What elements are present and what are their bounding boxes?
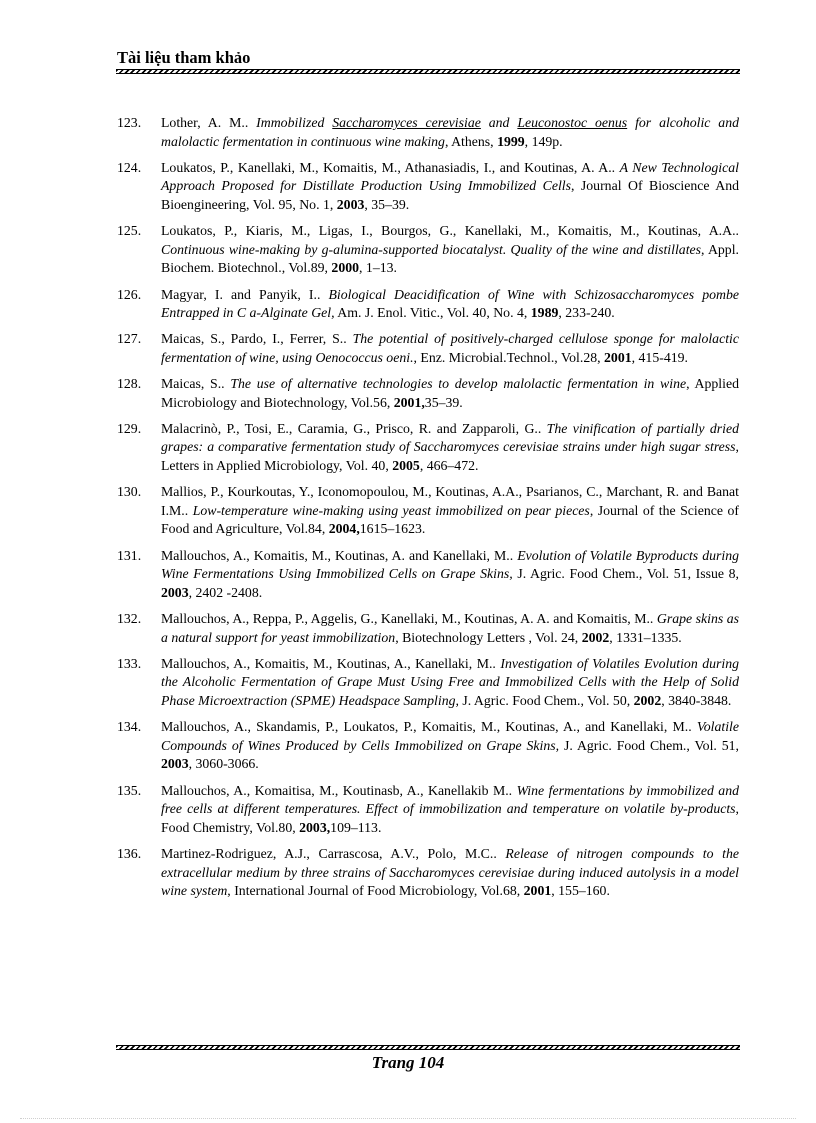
reference-item <box>117 330 739 367</box>
reference-authors: Mallouchos, A., Komaitisa, M., Koutinasb, A., Kanellakib M.. <box>161 782 517 798</box>
reference-pages: , 3060-3066. <box>188 756 259 772</box>
reference-title <box>193 503 590 518</box>
reference-year: 2002 <box>581 629 610 645</box>
reference-year: 2001, <box>393 394 425 410</box>
reference-year: 2003 <box>161 584 189 600</box>
reference-number: 132. <box>117 611 142 626</box>
reference-number: 127. <box>117 331 142 347</box>
reference-authors: Maicas, S.. <box>161 376 231 392</box>
title-segment: Investigation of Volatiles Evolution during the Alcoholic Fermentation of Grape Must Using Free and Immobilized Cells with the Help of Solid Phase Microextraction (SPME) Headspace Sampling, <box>161 655 740 708</box>
reference-source: J. Agric. Food Chem., Vol. 51, Issue 8, <box>512 566 739 582</box>
reference-pages: 1615–1623. <box>359 521 426 537</box>
title-segment: Wine fermentations by immobilized and free cells at different temperatures. Effect of immobilization and temperature on volatile by-products <box>161 782 739 817</box>
reference-authors: Mallouchos, A., Komaitis, M., Koutinas, A. and Kanellaki, M.. <box>161 547 518 563</box>
title-segment: Volatile Compounds of Wines Produced by Cells Immobilized on Grape Skins, <box>161 719 739 753</box>
reference-authors: Mallios, P., Kourkoutas, Y., Iconomopoulou, M., Koutinas, A.A., Psarianos, C., Marchant, R. and Banat I.M.. <box>161 484 739 518</box>
page-header-title: Tài liệu tham khảo <box>117 48 251 67</box>
reference-number: 134. <box>117 719 142 735</box>
reference-number: 135. <box>117 782 142 798</box>
reference-year: 2002 <box>633 692 662 708</box>
reference-item <box>117 159 739 215</box>
title-segment: for alcoholic and malolactic fermentation in continuous wine making <box>161 115 739 149</box>
reference-year: 2001 <box>523 883 552 899</box>
reference-year: 2003 <box>336 196 365 212</box>
reference-title <box>230 376 686 391</box>
reference-authors: Mallouchos, A., Skandamis, P., Loukatos, P., Komaitis, M., Koutinas, A., and Kanellaki, M.. <box>161 719 697 735</box>
reference-item <box>117 114 739 151</box>
reference-year: 2003, <box>299 819 331 835</box>
reference-item <box>117 286 739 323</box>
reference-authors: Magyar, I. and Panyik, I.. <box>161 286 329 302</box>
reference-year: 1989 <box>530 305 559 321</box>
reference-source: J. Agric. Food Chem., Vol. 50, <box>458 692 634 708</box>
reference-authors: Martinez-Rodriguez, A.J., Carrascosa, A.V., Polo, M.C.. <box>161 845 506 861</box>
reference-number: 124. <box>117 159 142 175</box>
reference-number: 125. <box>117 223 142 239</box>
reference-pages: 35–39. <box>424 394 463 410</box>
title-segment: Evolution of Volatile Byproducts during Wine Fermentations Using Immobilized Cells on Grape Skins, <box>161 547 739 582</box>
reference-source: , Journal Of Bioscience And Bioengineering, Vol. 95, No. 1, <box>161 178 739 212</box>
title-segment: and <box>480 115 518 130</box>
reference-number: 123. <box>117 115 142 130</box>
title-segment: Biological Deacidification of Wine with Schizosaccharomyces pombe Entrapped in C a-Alginate Gel, <box>161 286 739 321</box>
reference-source: , International Journal of Food Microbiology, Vol.68, <box>227 883 524 899</box>
title-segment: Low-temperature wine-making using yeast immobilized on pear pieces <box>192 502 590 518</box>
reference-pages: , 1331–1335. <box>609 629 682 645</box>
reference-pages: , 149p. <box>524 133 563 149</box>
reference-year: 2000 <box>331 260 360 276</box>
reference-year: 2004, <box>328 521 360 537</box>
title-segment: Grape skins as a natural support for yeast immobilization <box>161 611 739 645</box>
reference-source: , Appl. Biochem. Biotechnol., Vol.89, <box>161 241 739 276</box>
reference-pages: , 35–39. <box>364 196 410 212</box>
reference-source: , Letters in Applied Microbiology, Vol. 40, <box>161 439 739 474</box>
reference-authors: Lother, A. M.. <box>161 115 257 130</box>
reference-year: 2003 <box>161 756 189 772</box>
reference-item <box>117 655 739 711</box>
reference-number: 133. <box>117 655 142 671</box>
reference-year: 2005 <box>392 458 420 474</box>
reference-source: , Food Chemistry, Vol.80, <box>161 801 739 835</box>
reference-item <box>117 375 739 412</box>
title-segment: Immobilized <box>256 115 333 130</box>
page-number: Trang 104 <box>371 1053 445 1072</box>
reference-item <box>117 845 739 901</box>
page-bottom-edge <box>20 1118 796 1119</box>
reference-authors: Malacrinò, P., Tosi, E., Caramia, G., Prisco, R. and Zapparoli, G.. <box>161 420 547 436</box>
reference-item <box>117 782 739 838</box>
reference-item <box>117 420 739 476</box>
reference-number: 136. <box>117 845 142 861</box>
reference-authors: Loukatos, P., Kanellaki, M., Komaitis, M., Athanasiadis, I., and Koutinas, A. A.. <box>161 159 620 175</box>
reference-number: 130. <box>117 484 142 500</box>
reference-source: , Applied Microbiology and Biotechnology, Vol.56, <box>161 376 739 410</box>
reference-number: 129. <box>117 420 142 436</box>
reference-source: , Journal of the Science of Food and Agriculture, Vol.84, <box>161 502 739 537</box>
reference-pages: , 3840-3848. <box>661 692 732 708</box>
reference-item <box>117 718 739 774</box>
reference-pages: , 2402 -2408. <box>188 584 263 600</box>
reference-pages: 109–113. <box>330 819 382 835</box>
reference-source: Am. J. Enol. Vitic., Vol. 40, No. 4, <box>334 305 531 321</box>
reference-title <box>161 242 701 257</box>
species-name: Leuconostoc oenus <box>517 115 628 130</box>
reference-pages: , 1–13. <box>359 260 397 276</box>
header-divider <box>116 69 740 74</box>
reference-authors: Mallouchos, A., Komaitis, M., Koutinas, A., Kanellaki, M.. <box>161 655 501 671</box>
reference-pages: , 155–160. <box>551 883 610 899</box>
reference-source: J. Agric. Food Chem., Vol. 51, <box>559 737 739 753</box>
reference-number: 126. <box>117 286 142 302</box>
title-segment: The potential of positively-charged cellulose sponge for malolactic fermentation of wine, using Oenococcus oeni. <box>161 331 739 365</box>
reference-year: 1999 <box>497 133 525 149</box>
reference-authors: Maicas, S., Pardo, I., Ferrer, S.. <box>161 331 353 347</box>
title-segment: The vinification of partially dried grapes: a comparative fermentation study of Saccharomyces cerevisiae strains under high sugar stress <box>161 420 739 455</box>
title-segment: Release of nitrogen compounds to the extracellular medium by three strains of Saccharomyces cerevisiae during induced autolysis in a model wine system <box>161 845 739 899</box>
species-name: Saccharomyces cerevisiae <box>332 115 481 130</box>
reference-list <box>117 114 739 908</box>
reference-source: , Athens, <box>444 133 498 149</box>
reference-year: 2001 <box>604 349 632 365</box>
reference-source: , Biotechnology Letters , Vol. 24, <box>395 629 582 645</box>
title-segment: A New Technological Approach Proposed for Distillate Production Using Immobilized Cells <box>161 159 739 194</box>
reference-source: , Enz. Microbial.Technol., Vol.28, <box>413 349 605 365</box>
reference-item <box>117 610 739 647</box>
title-segment: The use of alternative technologies to develop malolactic fermentation in wine <box>230 376 687 392</box>
reference-pages: , 233-240. <box>558 305 615 321</box>
reference-item <box>117 222 739 278</box>
reference-item <box>117 483 739 539</box>
reference-pages: , 466–472. <box>419 458 479 474</box>
reference-authors: Loukatos, P., Kiaris, M., Ligas, I., Bourgos, G., Kanellaki, M., Komaitis, M., Koutinas, A.A.. <box>161 223 739 239</box>
footer-divider <box>116 1045 740 1050</box>
reference-number: 131. <box>117 547 142 563</box>
title-segment: Continuous wine-making by g-alumina-supported biocatalyst. Quality of the wine and distillates <box>161 241 702 257</box>
reference-authors: Mallouchos, A., Reppa, P., Aggelis, G., Kanellaki, M., Koutinas, A. A. and Komaitis, M.. <box>161 611 657 626</box>
reference-item <box>117 547 739 603</box>
reference-number: 128. <box>117 376 142 392</box>
reference-pages: , 415-419. <box>631 349 688 365</box>
